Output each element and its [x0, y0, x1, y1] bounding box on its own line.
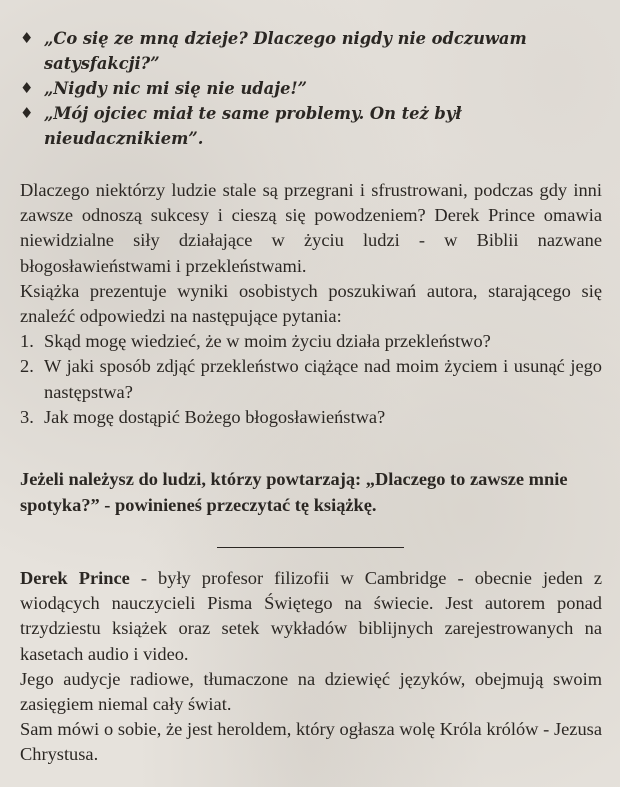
quote-item: [20, 26, 610, 76]
quote-text: „Nigdy nic mi się nie udaje!”: [44, 79, 307, 98]
callout-paragraph: Jeżeli należysz do ludzi, którzy powtarzają: „Dlaczego to zawsze mnie spotyka?” - powinieneś przeczytać tę książkę.: [20, 469, 568, 515]
question-number: 3.: [20, 406, 34, 427]
bio-paragraph: [20, 566, 602, 667]
question-item: [20, 405, 602, 430]
bio-text: - były profesor filizofii w Cambridge - obecnie jeden z wiodących nauczycieli Pisma Świętego na świecie. Jest autorem ponad trzydziestu książek oraz setek wykładów biblijnych zarejestrowanych na kasetach audio i video.: [20, 568, 602, 664]
diamond-bullet-icon: ♦: [20, 79, 34, 97]
quote-item: [20, 76, 610, 101]
intro-paragraph: Dlaczego niektórzy ludzie stale są przegrani i sfrustrowani, podczas gdy inni zawsze odnoszą sukcesy i cieszą się powodzeniem? Derek Prince omawia niewidzialne siły działające w życiu ludzi - w Biblii nazwane błogosławieństwami i przekleństwami.: [20, 180, 602, 276]
quote-list: [20, 26, 610, 151]
intro-paragraph: Książka prezentuje wyniki osobistych poszukiwań autora, starającego się znaleźć odpowiedzi na następujące pytania:: [20, 280, 602, 327]
question-item: [20, 354, 602, 404]
description: [20, 178, 602, 430]
question-number: 2.: [20, 356, 34, 377]
bio-paragraph: Jego audycje radiowe, tłumaczone na dziewięć języków, obejmują swoim zasięgiem niemal cały świat.: [20, 668, 602, 715]
author-bio: [20, 566, 602, 768]
quote-text: „Co się ze mną dzieje? Dlaczego nigdy nie odczuwam satysfakcji?”: [44, 29, 527, 73]
question-list: [20, 329, 602, 430]
diamond-bullet-icon: ♦: [20, 104, 34, 122]
question-item: [20, 329, 602, 354]
bio-paragraph: Sam mówi o sobie, że jest heroldem, który ogłasza wolę Króla królów - Jezusa Chrystusa.: [20, 719, 602, 765]
diamond-bullet-icon: ♦: [20, 29, 34, 47]
section-divider: [217, 547, 404, 548]
question-text: W jaki sposób zdjąć przekleństwo ciążące nad moim życiem i usunąć jego następstwa?: [44, 356, 602, 402]
question-text: Jak mogę dostąpić Bożego błogosławieństwa?: [44, 406, 386, 427]
quote-item: [20, 101, 610, 151]
quote-text: „Mój ojciec miał te same problemy. On też był nieudacznikiem”.: [44, 104, 462, 148]
question-text: Skąd mogę wiedzieć, że w moim życiu działa przekleństwo?: [44, 331, 491, 352]
question-number: 1.: [20, 331, 34, 352]
author-name: Derek Prince: [20, 568, 130, 588]
